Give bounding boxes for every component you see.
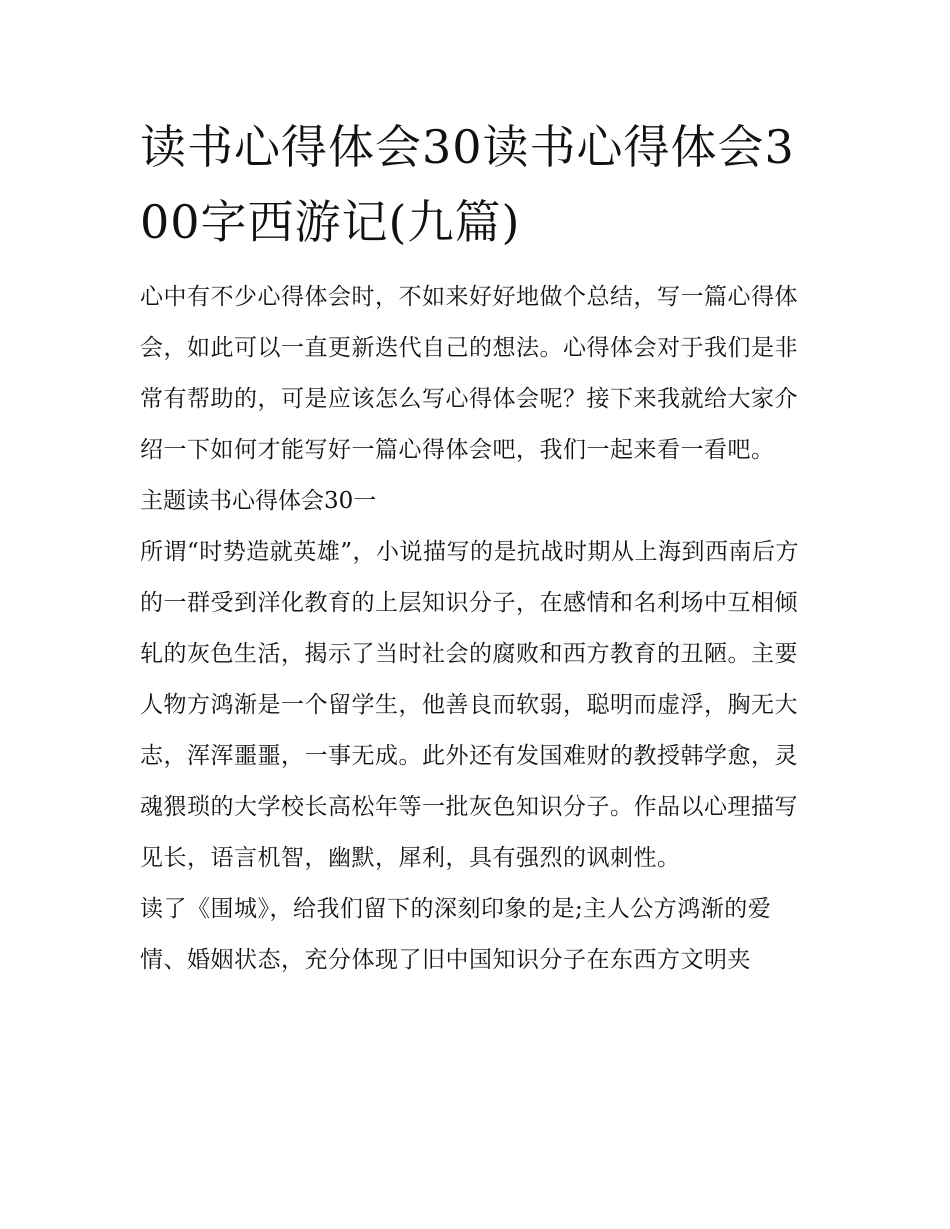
intro-paragraph: 心中有不少心得体会时，不如来好好地做个总结，写一篇心得体会，如此可以一直更新迭代自己的想法。心得体会对于我们是非常有帮助的，可是应该怎么写心得体会呢？接下来我就给大家介绍一下如何才能写好一篇心得体会吧，我们一起来看一看吧。 — [140, 284, 798, 463]
body-paragraph-2: 读了《围城》，给我们留下的深刻印象的是;主人公方鸿渐的爱情、婚姻状态，充分体现了旧中国知识分子在东西方文明夹 — [140, 896, 772, 973]
section-heading: 主题读书心得体会30一 — [140, 488, 377, 514]
document-page — [140, 110, 812, 986]
body-paragraph-1: 所谓“时势造就英雄”，小说描写的是抗战时期从上海到西南后方的一群受到洋化教育的上层知识分子，在感情和名利场中互相倾轧的灰色生活，揭示了当时社会的腐败和西方教育的丑陋。主要人物方鸿渐是一个留学生，他善良而软弱，聪明而虚浮，胸无大志，浑浑噩噩，一事无成。此外还有发国难财的教授韩学愈，灵魂猥琐的大学校长高松年等一批灰色知识分子。作品以心理描写见长，语言机智，幽默，犀利，具有强烈的讽刺性。 — [140, 539, 800, 871]
document-title: 读书心得体会30读书心得体会300字西游记(九篇) — [140, 120, 795, 249]
